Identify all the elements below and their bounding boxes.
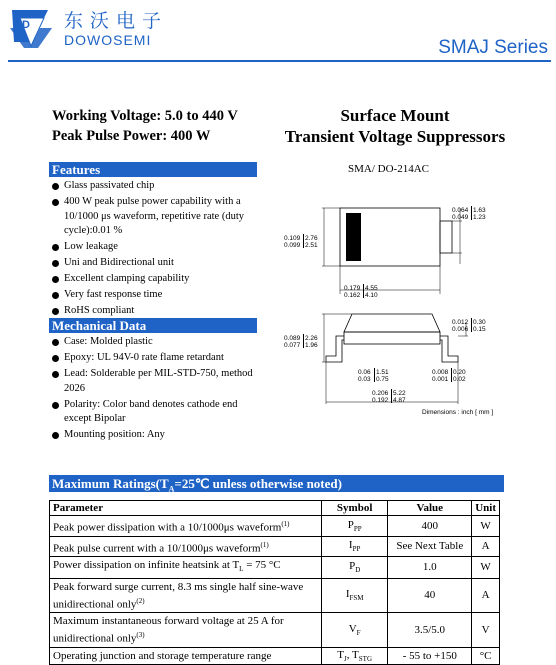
dim-label: 0.012 bbox=[452, 319, 469, 326]
dim-label: 0.192 bbox=[372, 397, 389, 404]
working-voltage: Working Voltage: 5.0 to 440 V bbox=[52, 108, 238, 124]
mechanical-data-list bbox=[52, 335, 267, 444]
header-divider bbox=[8, 60, 551, 62]
bullet-icon bbox=[52, 308, 59, 315]
bullet-icon bbox=[52, 339, 59, 346]
table-row: Maximum instantaneous forward voltage at 25 A for unidirectional only$^{(3)}$ $V_F$ 3.5/5.0 V bbox=[50, 613, 500, 648]
dim-label: 0.006 bbox=[452, 326, 469, 333]
dim-label: 0.077 bbox=[284, 342, 301, 349]
table-row: Peak forward surge current, 8.3 ms single half sine-wave unidirectional only$^{(2)}$ $I_{FSM}$ 40 A bbox=[50, 578, 500, 613]
package-label: SMA/ DO-214AC bbox=[348, 163, 429, 175]
brand-chinese-name: 东沃电子 bbox=[64, 10, 169, 32]
dim-label: 0.206 bbox=[372, 390, 389, 397]
dim-label: 4.55 bbox=[365, 285, 378, 292]
lead-left bbox=[326, 336, 344, 362]
list-item: Uni and Bidirectional unit bbox=[52, 256, 267, 271]
bullet-icon bbox=[52, 244, 59, 251]
dim-label: 4.10 bbox=[365, 292, 378, 299]
col-parameter: Parameter bbox=[50, 501, 322, 516]
dim-label: 0.109 bbox=[284, 235, 301, 242]
table-row: Power dissipation on infinite heatsink at $T_L = 75$ °C $P_D$ 1.0 W bbox=[50, 557, 500, 578]
list-item: RoHS compliant bbox=[52, 304, 267, 319]
dowosemi-logo bbox=[8, 6, 54, 50]
bullet-icon bbox=[52, 432, 59, 439]
maximum-ratings-table bbox=[49, 500, 500, 665]
product-title-line2: Transient Voltage Suppressors bbox=[284, 127, 506, 146]
dim-label: 0.20 bbox=[453, 369, 466, 376]
dim-label: 2.51 bbox=[305, 242, 318, 249]
dim-label: 0.008 bbox=[432, 369, 449, 376]
col-unit: Unit bbox=[472, 501, 500, 516]
lead-right bbox=[440, 336, 458, 362]
list-item: Very fast response time bbox=[52, 288, 267, 303]
dim-label: 0.064 bbox=[452, 207, 469, 214]
list-item: Lead: Solderable per MIL-STD-750, method 2026 bbox=[52, 367, 267, 396]
list-item: Case: Molded plastic bbox=[52, 335, 267, 350]
dim-label: 0.03 bbox=[358, 376, 371, 383]
dim-label: 0.30 bbox=[473, 319, 486, 326]
bullet-icon bbox=[52, 183, 59, 190]
svg-text:D: D bbox=[22, 19, 30, 31]
list-item: Mounting position: Any bbox=[52, 428, 267, 443]
dim-label: 0.162 bbox=[344, 292, 361, 299]
dimensions-units-note: Dimensions : inch [ mm ] bbox=[422, 409, 494, 416]
dim-label: 0.15 bbox=[473, 326, 486, 333]
package-body-side bbox=[344, 314, 440, 332]
dim-label: 1.23 bbox=[473, 214, 486, 221]
col-value: Value bbox=[388, 501, 472, 516]
bullet-icon bbox=[52, 292, 59, 299]
dim-label: 4.87 bbox=[393, 397, 406, 404]
list-item: Low leakage bbox=[52, 240, 267, 255]
dim-label: 2.76 bbox=[305, 235, 318, 242]
col-symbol: Symbol bbox=[321, 501, 387, 516]
brand-name: DOWOSEMI bbox=[64, 32, 152, 48]
table-row: Peak pulse current with a 10/1000μs waveform$^{(1)}$ $I_{PP}$ See Next Table A bbox=[50, 536, 500, 557]
cathode-band bbox=[346, 213, 361, 261]
bullet-icon bbox=[52, 402, 59, 409]
package-outline-drawing bbox=[282, 190, 552, 420]
dim-label: 0.179 bbox=[344, 285, 361, 292]
peak-pulse-power: Peak Pulse Power: 400 W bbox=[52, 128, 211, 144]
list-item: Epoxy: UL 94V-0 rate flame retardant bbox=[52, 351, 267, 366]
bullet-icon bbox=[52, 371, 59, 378]
lead-tab bbox=[440, 221, 452, 253]
dim-label: 2.26 bbox=[305, 335, 318, 342]
bullet-icon bbox=[52, 355, 59, 362]
list-item: 400 W peak pulse power capability with a 10/1000 μs waveform, repetitive rate (duty cycle):0.01 % bbox=[52, 195, 267, 239]
bullet-icon bbox=[52, 199, 59, 206]
dim-label: 5.22 bbox=[393, 390, 406, 397]
maximum-ratings-heading: Maximum $Ratings(T_A=25℃$ unless otherwise noted) bbox=[49, 475, 504, 492]
dim-label: 0.06 bbox=[358, 369, 371, 376]
bullet-icon bbox=[52, 276, 59, 283]
list-item: Glass passivated chip bbox=[52, 179, 267, 194]
dim-label: 1.96 bbox=[305, 342, 318, 349]
dim-label: 0.02 bbox=[453, 376, 466, 383]
features-heading: Features bbox=[49, 162, 257, 177]
features-list bbox=[52, 179, 267, 320]
product-title-line1: Surface Mount bbox=[340, 106, 450, 125]
mechanical-data-heading: Mechanical Data bbox=[49, 318, 257, 333]
dim-label: 1.51 bbox=[376, 369, 389, 376]
dim-label: 0.001 bbox=[432, 376, 449, 383]
dim-label: 1.63 bbox=[473, 207, 486, 214]
dim-label: 0.089 bbox=[284, 335, 301, 342]
table-row: Operating junction and storage temperature range $T_J$, $T_{STG}$ - 55 to +150 °C bbox=[50, 647, 500, 664]
list-item: Excellent clamping capability bbox=[52, 272, 267, 287]
table-header-row bbox=[50, 501, 500, 516]
dim-label: 0.099 bbox=[284, 242, 301, 249]
list-item: Polarity: Color band denotes cathode end except Bipolar bbox=[52, 398, 267, 427]
series-name: SMAJ Series bbox=[438, 37, 548, 58]
dim-label: 0.049 bbox=[452, 214, 469, 221]
bullet-icon bbox=[52, 260, 59, 267]
table-row: Peak power dissipation with a 10/1000μs waveform$^{(1)}$ $P_{PP}$ 400 W bbox=[50, 516, 500, 537]
dim-label: 0.75 bbox=[376, 376, 389, 383]
